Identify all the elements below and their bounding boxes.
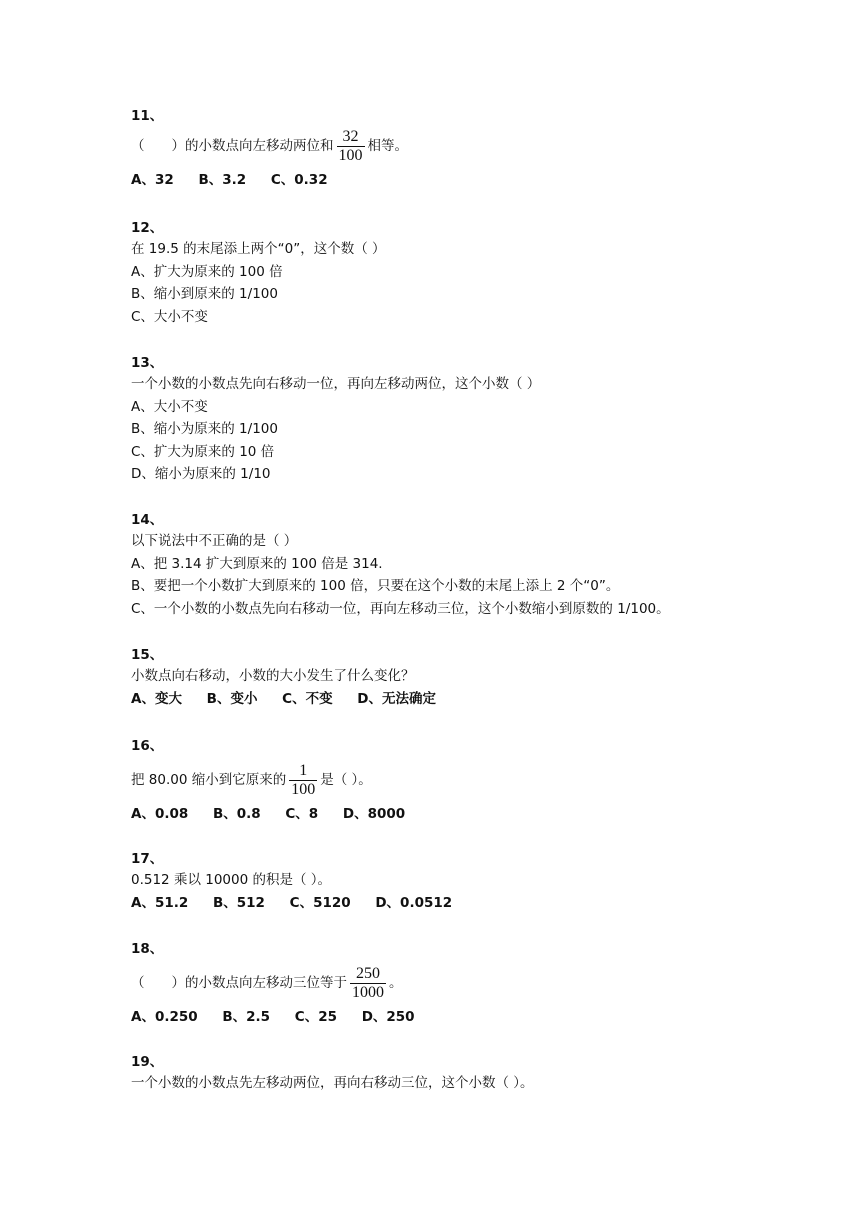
question-number: 14、: [131, 512, 164, 528]
question-stem: 小数点向右移动，小数的大小发生了什么变化？: [131, 668, 415, 684]
option-d[interactable]: D、8000: [342, 806, 406, 822]
fraction-denominator: 100: [338, 146, 363, 164]
question-number: 16、: [131, 738, 164, 754]
question-12: [131, 218, 386, 328]
option-a[interactable]: A、32: [131, 172, 174, 188]
options-row: [131, 803, 425, 825]
question-19: [131, 1052, 534, 1095]
question-18: [131, 939, 435, 1028]
question-number: 11、: [131, 108, 164, 124]
option-a[interactable]: A、大小不变: [131, 398, 208, 415]
question-stem: 一个小数的小数点先向右移动一位，再向左移动两位，这个小数（ ）: [131, 376, 541, 392]
option-d[interactable]: D、缩小为原来的 1/10: [131, 466, 271, 482]
option-b[interactable]: B、缩小到原来的 1/100: [131, 286, 278, 302]
option-a[interactable]: A、51.2: [131, 894, 189, 911]
fraction: [350, 965, 386, 1002]
question-11: [131, 106, 408, 191]
options-row: [131, 892, 472, 914]
option-d[interactable]: D、250: [361, 1009, 415, 1025]
stem-text: （ ）的小数点向左移动三位等于: [131, 975, 347, 991]
option-c[interactable]: C、8: [285, 806, 319, 822]
option-c[interactable]: C、25: [294, 1009, 337, 1025]
question-stem: [131, 963, 435, 1003]
question-13: [131, 353, 540, 486]
option-c[interactable]: C、5120: [289, 894, 351, 911]
option-a[interactable]: A、把 3.14 扩大到原来的 100 倍是 314.: [131, 555, 383, 572]
options-row: [131, 169, 408, 191]
option-b[interactable]: B、512: [212, 894, 265, 911]
stem-text: 。: [389, 975, 403, 991]
option-c[interactable]: C、大小不变: [131, 308, 208, 325]
option-c[interactable]: C、0.32: [270, 172, 328, 188]
question-number: 17、: [131, 851, 164, 867]
option-b[interactable]: B、0.8: [212, 806, 261, 822]
option-a[interactable]: A、扩大为原来的 100 倍: [131, 263, 283, 280]
fraction-denominator: 100: [291, 780, 316, 798]
stem-text: 相等。: [367, 138, 408, 154]
option-c[interactable]: C、不变: [282, 690, 333, 707]
option-a[interactable]: A、变大: [131, 690, 182, 707]
option-b[interactable]: B、要把一个小数扩大到原来的 100 倍，只要在这个小数的末尾上添上 2 个“0”。: [131, 578, 620, 594]
question-number: 18、: [131, 941, 164, 957]
question-number: 13、: [131, 355, 164, 371]
question-number: 19、: [131, 1054, 164, 1070]
stem-text: 把 80.00 缩小到它原来的: [131, 772, 287, 788]
option-c[interactable]: C、一个小数的小数点先向右移动一位，再向左移动三位，这个小数缩小到原数的 1/100。: [131, 600, 670, 617]
option-a[interactable]: A、0.08: [131, 806, 189, 822]
question-number: 12、: [131, 220, 164, 236]
question-stem: 以下说法中不正确的是（ ）: [131, 533, 298, 549]
option-d[interactable]: D、无法确定: [357, 690, 436, 707]
question-stem: 在 19.5 的末尾添上两个“0”，这个数（ ）: [131, 241, 386, 257]
options-row: [131, 688, 456, 710]
option-b[interactable]: B、2.5: [222, 1009, 271, 1025]
option-a[interactable]: A、0.250: [131, 1009, 198, 1025]
fraction-numerator: 1: [299, 761, 308, 779]
fraction-numerator: 250: [356, 964, 380, 982]
fraction-numerator: 32: [342, 127, 359, 145]
options-row: [131, 1006, 435, 1028]
question-stem: [131, 760, 425, 800]
option-b[interactable]: B、缩小为原来的 1/100: [131, 421, 278, 437]
option-b[interactable]: B、变小: [206, 690, 258, 707]
question-16: [131, 736, 425, 825]
question-number: 15、: [131, 647, 164, 663]
question-stem: [131, 126, 408, 166]
option-d[interactable]: D、0.0512: [375, 894, 453, 911]
stem-text: 是（ ）。: [320, 772, 372, 788]
option-b[interactable]: B、3.2: [198, 172, 247, 188]
fraction: [337, 128, 365, 165]
fraction: [289, 762, 317, 799]
question-17: [131, 849, 472, 914]
stem-text: （ ）的小数点向左移动两位和: [131, 138, 334, 154]
question-stem: 一个小数的小数点先左移动两位，再向右移动三位，这个小数（ ）。: [131, 1075, 534, 1091]
question-15: [131, 645, 456, 710]
question-stem: 0.512 乘以 10000 的积是（ ）。: [131, 872, 332, 888]
question-14: [131, 510, 670, 620]
fraction-denominator: 1000: [352, 983, 384, 1001]
option-c[interactable]: C、扩大为原来的 10 倍: [131, 443, 275, 460]
